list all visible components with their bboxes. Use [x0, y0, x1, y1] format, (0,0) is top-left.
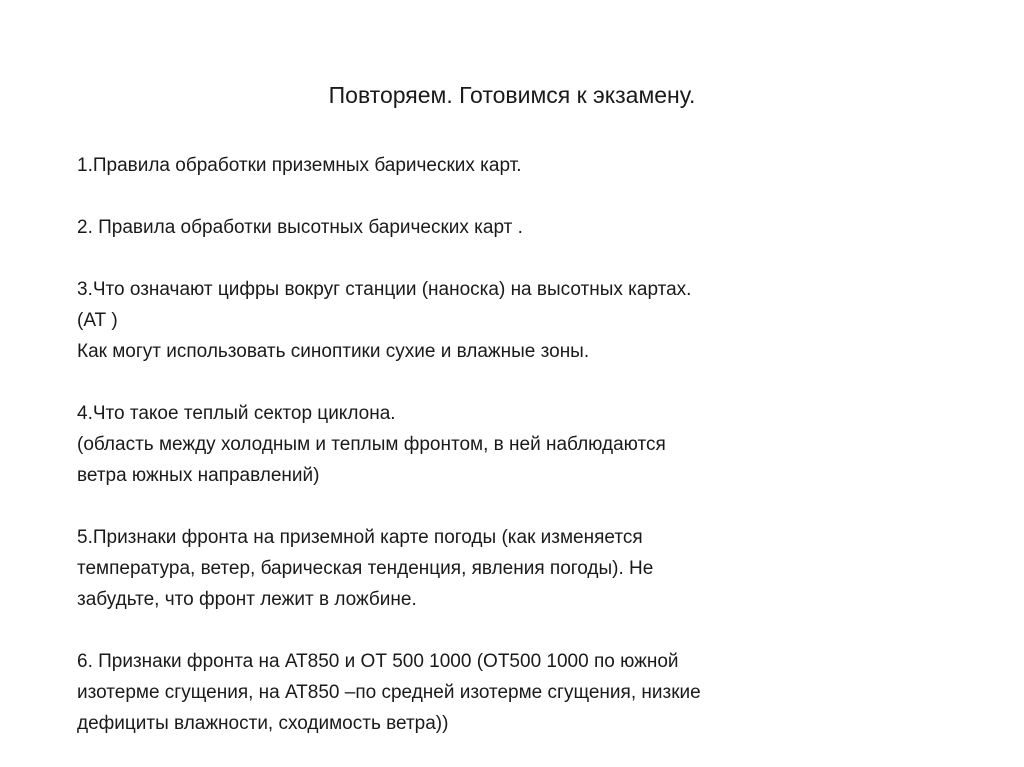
spacer: [77, 367, 957, 398]
question-3-line-2: (АТ ): [77, 310, 118, 331]
question-item-1: [77, 150, 957, 181]
spacer: [77, 243, 957, 274]
question-item-3: [77, 274, 957, 367]
question-list: [77, 150, 957, 739]
question-6-line-1: 6. Признаки фронта на АТ850 и ОТ 500 1000 (ОТ500 1000 по южной: [77, 651, 679, 672]
question-item-5: [77, 522, 957, 615]
spacer: [77, 491, 957, 522]
question-5-line-1: 5.Признаки фронта на приземной карте погоды (как изменяется: [77, 527, 643, 548]
question-4-line-3: ветра южных направлений): [77, 465, 320, 486]
question-item-6: [77, 646, 957, 739]
slide-title: Повторяем. Готовимся к экзамену.: [328, 82, 696, 108]
question-4-line-1: 4.Что такое теплый сектор циклона.: [77, 403, 396, 424]
question-6-line-2: изотерме сгущения, на АТ850 –по средней изотерме сгущения, низкие: [77, 682, 701, 703]
question-4-line-2: (область между холодным и теплым фронтом, в ней наблюдаются: [77, 434, 666, 455]
spacer: [77, 181, 957, 212]
spacer: [77, 615, 957, 646]
question-item-2: [77, 212, 957, 243]
question-5-line-3: забудьте, что фронт лежит в ложбине.: [77, 589, 417, 610]
question-3-line-3: Как могут использовать синоптики сухие и влажные зоны.: [77, 341, 590, 362]
question-6-line-3: дефициты влажности, сходимость ветра)): [77, 713, 449, 734]
question-3-line-1: 3.Что означают цифры вокруг станции (наноска) на высотных картах.: [77, 279, 692, 300]
question-item-4: [77, 398, 957, 491]
question-1-line-1: 1.Правила обработки приземных барических карт.: [77, 155, 522, 176]
question-2-line-1: 2. Правила обработки высотных барических карт .: [77, 217, 523, 238]
question-5-line-2: температура, ветер, барическая тенденция, явления погоды). Не: [77, 558, 654, 579]
